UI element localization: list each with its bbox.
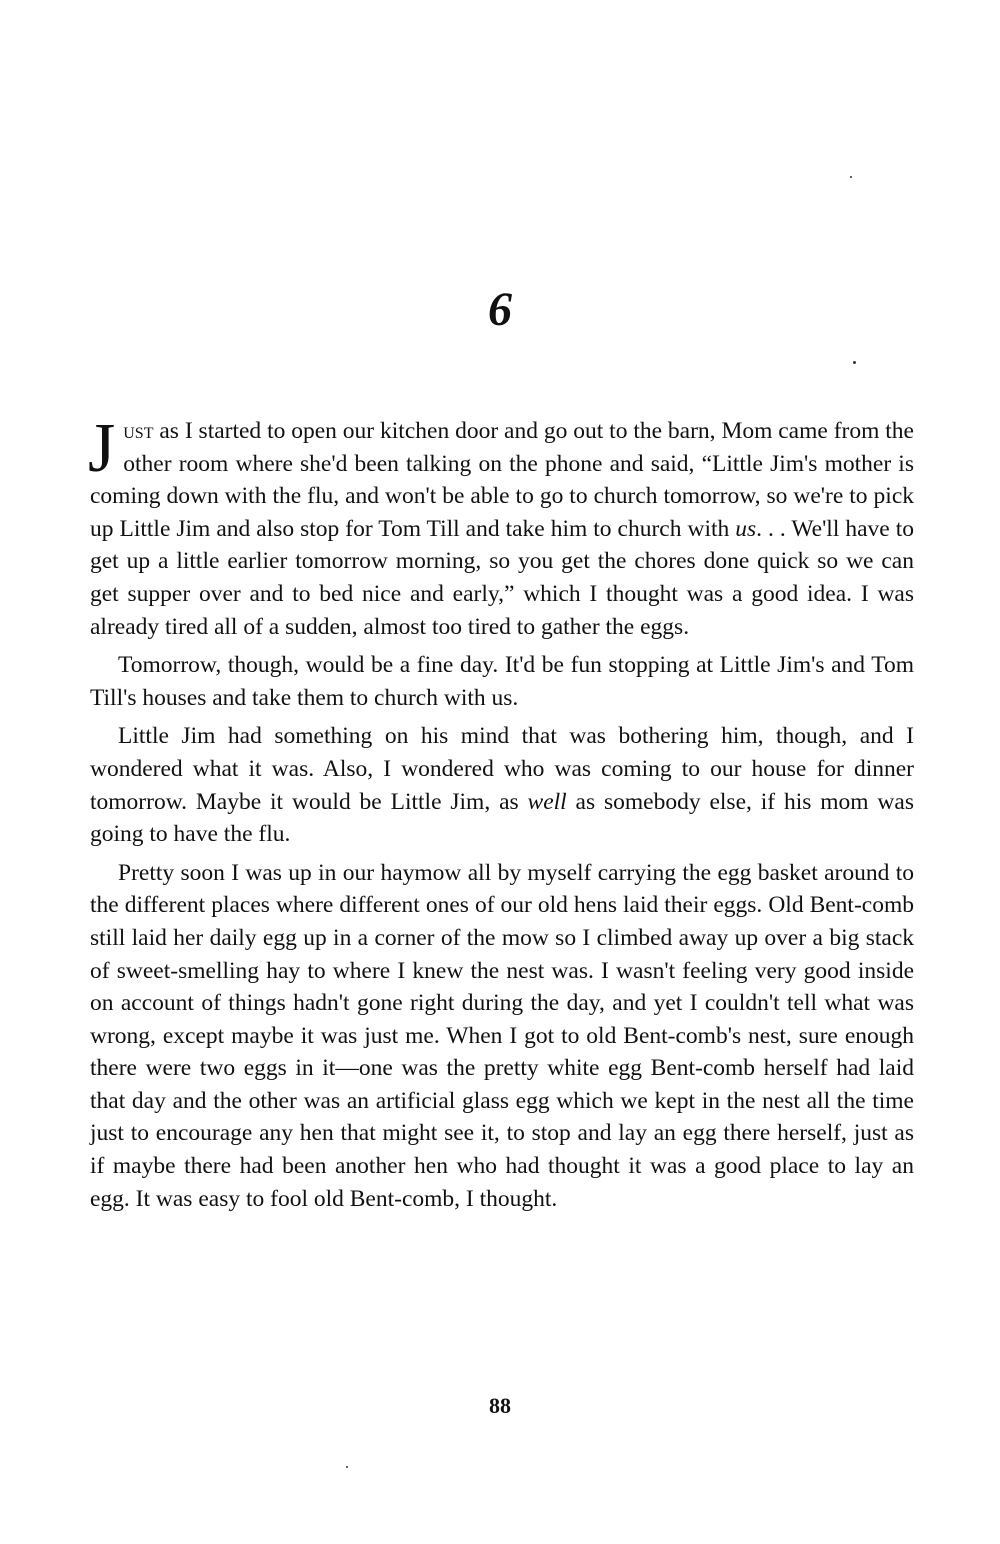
paragraph-1-tail: . . . We'll have to get up a little earlier tomorrow morning, so you get the chores done quick so we can get supper over and to bed nice and early,” which I thought was a good idea. I was already tired all of a sudden, almost too tired to gather the eggs. [90, 515, 914, 640]
scan-speck [853, 361, 856, 364]
drop-cap: J [88, 410, 116, 487]
small-caps-lead: ust [123, 418, 154, 444]
chapter-number: 6 [488, 283, 512, 336]
paragraph-3-tail: as somebody else, if his mom was going to have the flu. [90, 788, 914, 848]
paragraph-1 [88, 410, 914, 643]
page-number: 88 [489, 1393, 511, 1418]
paragraph-1-italic: us [735, 515, 757, 542]
paragraph-2: Tomorrow, though, would be a fine day. It'd be fun stopping at Little Jim's and Tom Till's houses and take them to church with us. [90, 652, 914, 711]
paragraph-3-text: Little Jim had something on his mind that was bothering him, though, and I wondered what it was. Also, I wondered who was coming to our house for dinner tomorrow. Maybe it would be Little Jim, as [90, 723, 914, 815]
scan-speck [850, 176, 852, 178]
chapter-body [88, 410, 914, 1215]
paragraph-3 [90, 720, 914, 850]
paragraph-3-italic: well [527, 788, 567, 815]
paragraph-1-text: as I started to open our kitchen door and go out to the barn, Mom came from the other room where she'd been talking on the phone and said, “Little Jim's mother is coming down with the flu, and won't be able to go to church tomorrow, so we're to pick up Little Jim and also stop for Tom Till and take him to church with [90, 418, 914, 542]
scan-speck [346, 1466, 348, 1468]
paragraph-4: Pretty soon I was up in our haymow all by myself carrying the egg basket around to the different places where different ones of our old hens laid their eggs. Old Bent-comb still laid her daily egg up in a corner of the mow so I climbed away up over a big stack of sweet-smelling hay to where I knew the nest was. I wasn't feeling very good inside on account of things hadn't gone right during the day, and yet I couldn't tell what was wrong, except maybe it was just me. When I got to old Bent-comb's nest, sure enough there were two eggs in it—one was the pretty white egg Bent-comb herself had laid that day and the other was an artificial glass egg which we kept in the nest all the time just to encourage any hen that might see it, to stop and lay an egg there herself, just as if maybe there had been another hen who had thought it was a good place to lay an egg. It was easy to fool old Bent-comb, I thought. [90, 859, 914, 1212]
